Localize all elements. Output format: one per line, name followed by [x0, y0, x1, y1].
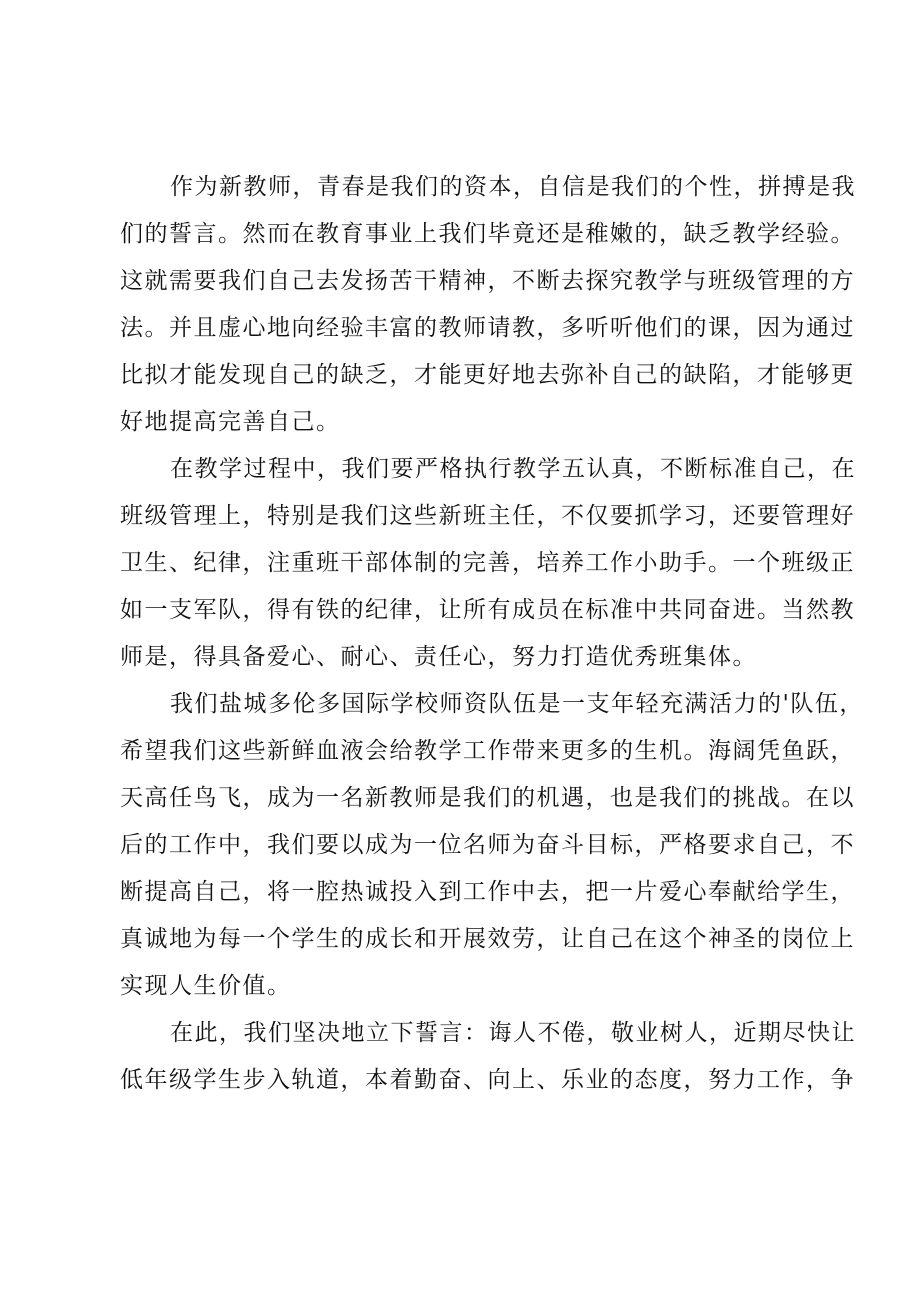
text-line: 法。并且虚心地向经验丰富的教师请教，多听听他们的课，因为通过	[120, 315, 855, 341]
text-line: 希望我们这些新鲜血液会给教学工作带来更多的生机。海阔凭鱼跃，	[120, 738, 855, 764]
text-line: 作为新教师，青春是我们的资本，自信是我们的个性，拼搏是我	[170, 174, 856, 200]
paragraph-1	[120, 164, 856, 446]
text-line: 比拟才能发现自己的缺乏，才能更好地去弥补自己的缺陷，才能够更	[120, 362, 855, 388]
text-line: 班级管理上，特别是我们这些新班主任，不仅要抓学习，还要管理好	[120, 503, 855, 529]
text-line: 如一支军队，得有铁的纪律，让所有成员在标准中共同奋进。当然教	[120, 597, 855, 623]
text-line: 们的誓言。然而在教育事业上我们毕竟还是稚嫩的，缺乏教学经验。	[120, 221, 855, 247]
text-line: 在教学过程中，我们要严格执行教学五认真，不断标准自己，在	[170, 456, 856, 482]
text-line: 卫生、纪律，注重班干部体制的完善，培养工作小助手。一个班级正	[120, 550, 855, 576]
text-line: 真诚地为每一个学生的成长和开展效劳，让自己在这个神圣的岗位上	[120, 926, 855, 952]
paragraph-3	[120, 681, 864, 1010]
text-line: 好地提高完善自己。	[120, 409, 341, 435]
paragraph-2	[120, 446, 856, 681]
paragraph-4	[120, 1010, 856, 1104]
text-line: 低年级学生步入轨道，本着勤奋、向上、乐业的态度，努力工作，争	[120, 1067, 855, 1093]
text-line: 这就需要我们自己去发扬苦干精神，不断去探究教学与班级管理的方	[120, 268, 855, 294]
text-line: 实现人生价值。	[120, 973, 292, 999]
text-line: 我们盐城多伦多国际学校师资队伍是一支年轻充满活力的'队伍，	[170, 691, 864, 717]
text-line: 天高任鸟飞，成为一名新教师是我们的机遇，也是我们的挑战。在以	[120, 785, 855, 811]
text-line: 后的工作中，我们要以成为一位名师为奋斗目标，严格要求自己，不	[120, 832, 855, 858]
text-line: 师是，得具备爱心、耐心、责任心，努力打造优秀班集体。	[120, 644, 757, 670]
text-line: 在此，我们坚决地立下誓言：诲人不倦，敬业树人，近期尽快让	[170, 1020, 856, 1046]
text-line: 断提高自己，将一腔热诚投入到工作中去，把一片爱心奉献给学生，	[120, 879, 855, 905]
document-body	[120, 164, 864, 1104]
